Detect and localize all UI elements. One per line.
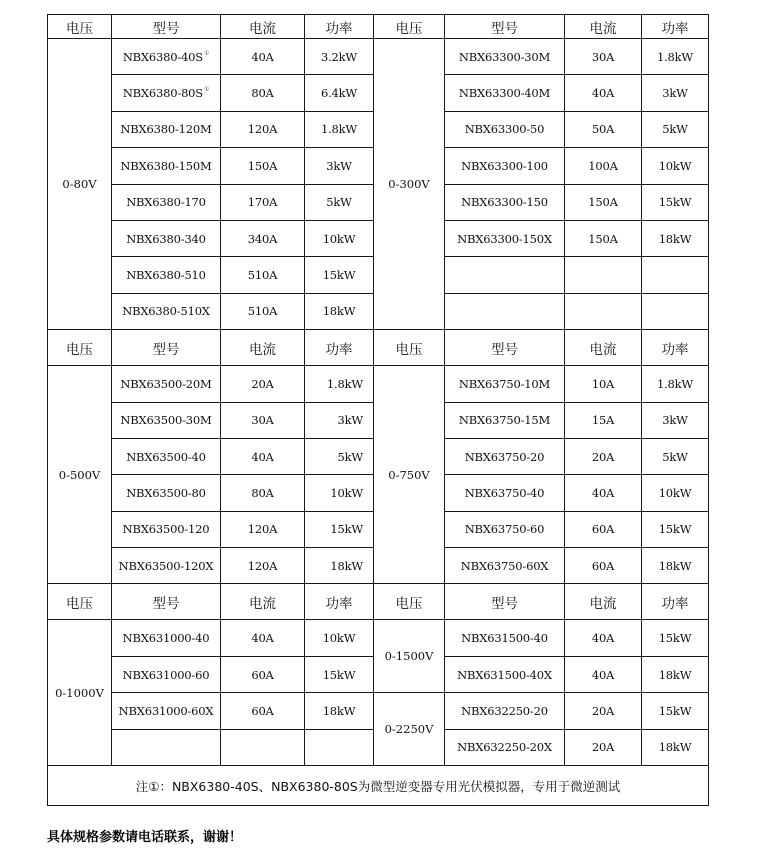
model-cell bbox=[445, 257, 565, 293]
footnote-marker: ① bbox=[203, 49, 210, 57]
current-cell: 20A bbox=[565, 693, 642, 729]
power-cell: 3.2kW bbox=[305, 39, 374, 75]
current-cell: 20A bbox=[565, 729, 642, 765]
model-cell bbox=[112, 39, 221, 75]
header-model: 型号 bbox=[112, 330, 221, 366]
footnote-marker: ① bbox=[203, 86, 210, 94]
header-voltage: 电压 bbox=[48, 330, 112, 366]
current-cell bbox=[565, 257, 642, 293]
power-cell: 6.4kW bbox=[305, 75, 374, 111]
note-row bbox=[48, 766, 709, 806]
current-cell: 150A bbox=[565, 184, 642, 220]
current-cell: 80A bbox=[221, 75, 305, 111]
header-voltage: 电压 bbox=[48, 584, 112, 620]
model-text: NBX631000-40 bbox=[122, 631, 210, 646]
current-cell: 10A bbox=[565, 366, 642, 402]
power-cell: 18kW bbox=[642, 220, 709, 256]
voltage-cell: 0-1500V bbox=[374, 620, 445, 693]
header-model: 型号 bbox=[445, 584, 565, 620]
header-power: 功率 bbox=[305, 15, 374, 39]
header-power: 功率 bbox=[642, 330, 709, 366]
model-text: NBX63750-40 bbox=[464, 485, 545, 500]
current-cell: 60A bbox=[565, 511, 642, 547]
header-current: 电流 bbox=[221, 584, 305, 620]
power-cell: 5kW bbox=[305, 184, 374, 220]
power-cell bbox=[642, 293, 709, 329]
current-cell: 40A bbox=[221, 438, 305, 474]
power-cell: 15kW bbox=[305, 656, 374, 692]
current-cell: 510A bbox=[221, 257, 305, 293]
model-cell bbox=[445, 656, 565, 692]
power-cell: 18kW bbox=[305, 548, 374, 584]
current-cell: 340A bbox=[221, 220, 305, 256]
current-cell: 120A bbox=[221, 511, 305, 547]
table-row bbox=[48, 620, 709, 656]
current-cell: 40A bbox=[221, 39, 305, 75]
model-text: NBX63750-10M bbox=[458, 376, 551, 391]
power-cell: 3kW bbox=[305, 402, 374, 438]
model-cell bbox=[445, 729, 565, 765]
model-text: NBX6380-80S bbox=[122, 86, 203, 101]
voltage-cell: 0-300V bbox=[374, 39, 445, 330]
voltage-cell: 0-500V bbox=[48, 366, 112, 584]
power-cell: 10kW bbox=[642, 148, 709, 184]
current-cell: 80A bbox=[221, 475, 305, 511]
current-cell: 120A bbox=[221, 111, 305, 147]
current-cell: 40A bbox=[221, 620, 305, 656]
model-cell bbox=[445, 402, 565, 438]
table-row bbox=[48, 39, 709, 75]
model-text: NBX63500-20M bbox=[120, 376, 212, 391]
table-body bbox=[48, 15, 709, 806]
model-cell bbox=[112, 366, 221, 402]
model-cell bbox=[112, 220, 221, 256]
header-current: 电流 bbox=[221, 330, 305, 366]
current-cell: 40A bbox=[565, 656, 642, 692]
current-cell: 40A bbox=[565, 75, 642, 111]
current-cell: 40A bbox=[565, 475, 642, 511]
model-text: NBX6380-510X bbox=[122, 304, 210, 319]
header-row bbox=[48, 330, 709, 366]
power-cell: 15kW bbox=[305, 257, 374, 293]
model-text: NBX6380-150M bbox=[120, 158, 212, 173]
model-text: NBX63300-150 bbox=[461, 195, 548, 210]
current-cell: 20A bbox=[565, 438, 642, 474]
current-cell: 20A bbox=[221, 366, 305, 402]
header-row bbox=[48, 15, 709, 39]
header-voltage: 电压 bbox=[374, 330, 445, 366]
current-cell: 170A bbox=[221, 184, 305, 220]
model-text: NBX6380-120M bbox=[120, 122, 212, 137]
model-cell bbox=[112, 75, 221, 111]
model-cell bbox=[445, 184, 565, 220]
model-text: NBX631500-40X bbox=[457, 667, 552, 682]
model-cell bbox=[112, 511, 221, 547]
current-cell: 50A bbox=[565, 111, 642, 147]
model-text: NBX63500-30M bbox=[120, 413, 212, 428]
power-cell: 1.8kW bbox=[305, 111, 374, 147]
model-text: NBX631500-40 bbox=[461, 631, 548, 646]
table-row bbox=[48, 366, 709, 402]
power-cell: 3kW bbox=[305, 148, 374, 184]
model-text: NBX63300-40M bbox=[458, 86, 551, 101]
model-cell bbox=[445, 39, 565, 75]
header-model: 型号 bbox=[445, 15, 565, 39]
header-voltage: 电压 bbox=[48, 15, 112, 39]
model-cell bbox=[112, 656, 221, 692]
model-cell bbox=[445, 111, 565, 147]
model-text: NBX63500-120 bbox=[122, 522, 210, 537]
power-cell: 5kW bbox=[642, 438, 709, 474]
header-model: 型号 bbox=[112, 584, 221, 620]
model-cell bbox=[445, 438, 565, 474]
model-cell bbox=[112, 475, 221, 511]
model-cell bbox=[112, 438, 221, 474]
power-cell: 3kW bbox=[642, 75, 709, 111]
model-text: NBX6380-510 bbox=[126, 268, 206, 283]
model-cell bbox=[445, 366, 565, 402]
voltage-cell: 0-750V bbox=[374, 366, 445, 584]
header-row bbox=[48, 584, 709, 620]
power-cell: 18kW bbox=[642, 729, 709, 765]
model-text: NBX6380-340 bbox=[126, 231, 206, 246]
power-cell: 18kW bbox=[305, 693, 374, 729]
header-voltage: 电压 bbox=[374, 15, 445, 39]
model-cell bbox=[112, 693, 221, 729]
model-text: NBX63500-40 bbox=[126, 449, 206, 464]
model-text: NBX63300-100 bbox=[461, 158, 548, 173]
model-cell bbox=[112, 111, 221, 147]
power-cell: 15kW bbox=[642, 511, 709, 547]
power-cell: 5kW bbox=[305, 438, 374, 474]
model-text: NBX63300-150X bbox=[457, 231, 552, 246]
current-cell: 150A bbox=[221, 148, 305, 184]
model-cell bbox=[112, 620, 221, 656]
current-cell: 60A bbox=[221, 656, 305, 692]
model-cell bbox=[445, 293, 565, 329]
power-cell: 3kW bbox=[642, 402, 709, 438]
power-cell: 10kW bbox=[305, 620, 374, 656]
model-cell bbox=[112, 729, 221, 765]
current-cell bbox=[565, 293, 642, 329]
current-cell: 120A bbox=[221, 548, 305, 584]
voltage-cell: 0-80V bbox=[48, 39, 112, 330]
header-voltage: 电压 bbox=[374, 584, 445, 620]
power-cell: 18kW bbox=[305, 293, 374, 329]
model-cell bbox=[445, 75, 565, 111]
model-text: NBX63500-80 bbox=[126, 485, 206, 500]
power-cell: 18kW bbox=[642, 656, 709, 692]
model-text: NBX631000-60 bbox=[122, 667, 210, 682]
power-cell: 1.8kW bbox=[642, 366, 709, 402]
header-current: 电流 bbox=[221, 15, 305, 39]
model-text: NBX63500-120X bbox=[118, 558, 214, 573]
header-power: 功率 bbox=[642, 15, 709, 39]
model-cell bbox=[445, 548, 565, 584]
header-current: 电流 bbox=[565, 584, 642, 620]
model-cell bbox=[445, 620, 565, 656]
power-cell: 1.8kW bbox=[642, 39, 709, 75]
power-cell bbox=[305, 729, 374, 765]
current-cell: 30A bbox=[221, 402, 305, 438]
power-cell: 10kW bbox=[305, 220, 374, 256]
power-cell: 1.8kW bbox=[305, 366, 374, 402]
voltage-cell: 0-1000V bbox=[48, 620, 112, 766]
header-current: 电流 bbox=[565, 15, 642, 39]
voltage-cell: 0-2250V bbox=[374, 693, 445, 766]
model-cell bbox=[445, 511, 565, 547]
header-power: 功率 bbox=[642, 584, 709, 620]
spec-table bbox=[47, 14, 709, 806]
header-model: 型号 bbox=[445, 330, 565, 366]
power-cell bbox=[642, 257, 709, 293]
model-text: NBX632250-20 bbox=[461, 703, 548, 718]
table-row bbox=[48, 693, 709, 729]
header-power: 功率 bbox=[305, 584, 374, 620]
power-cell: 15kW bbox=[305, 511, 374, 547]
power-cell: 10kW bbox=[305, 475, 374, 511]
header-power: 功率 bbox=[305, 330, 374, 366]
power-cell: 15kW bbox=[642, 184, 709, 220]
power-cell: 15kW bbox=[642, 693, 709, 729]
current-cell: 40A bbox=[565, 620, 642, 656]
power-cell: 18kW bbox=[642, 548, 709, 584]
current-cell: 150A bbox=[565, 220, 642, 256]
model-text: NBX63750-60 bbox=[464, 522, 545, 537]
model-cell bbox=[112, 257, 221, 293]
model-cell bbox=[112, 402, 221, 438]
header-model: 型号 bbox=[112, 15, 221, 39]
note-text: 注①：NBX6380-40S、NBX6380-80S为微型逆变器专用光伏模拟器，专用于微逆测试 bbox=[48, 766, 709, 806]
model-text: NBX631000-60X bbox=[118, 703, 214, 718]
model-text: NBX63750-20 bbox=[464, 449, 545, 464]
model-cell bbox=[445, 148, 565, 184]
power-cell: 15kW bbox=[642, 620, 709, 656]
contact-footer: 具体规格参数请电话联系，谢谢！ bbox=[47, 830, 243, 845]
model-cell bbox=[112, 148, 221, 184]
power-cell: 10kW bbox=[642, 475, 709, 511]
model-cell bbox=[112, 293, 221, 329]
model-text: NBX6380-170 bbox=[126, 195, 206, 210]
header-current: 电流 bbox=[565, 330, 642, 366]
current-cell: 30A bbox=[565, 39, 642, 75]
model-text: NBX63300-50 bbox=[464, 122, 545, 137]
current-cell: 15A bbox=[565, 402, 642, 438]
model-cell bbox=[112, 184, 221, 220]
current-cell: 100A bbox=[565, 148, 642, 184]
current-cell: 60A bbox=[221, 693, 305, 729]
model-cell bbox=[445, 693, 565, 729]
model-text: NBX6380-40S bbox=[122, 49, 203, 64]
model-text: NBX632250-20X bbox=[457, 740, 552, 755]
model-cell bbox=[445, 220, 565, 256]
model-cell bbox=[112, 548, 221, 584]
model-text: NBX63750-60X bbox=[460, 558, 549, 573]
current-cell: 60A bbox=[565, 548, 642, 584]
model-text: NBX63300-30M bbox=[458, 49, 551, 64]
model-text: NBX63750-15M bbox=[458, 413, 551, 428]
current-cell: 510A bbox=[221, 293, 305, 329]
power-cell: 5kW bbox=[642, 111, 709, 147]
current-cell bbox=[221, 729, 305, 765]
model-cell bbox=[445, 475, 565, 511]
